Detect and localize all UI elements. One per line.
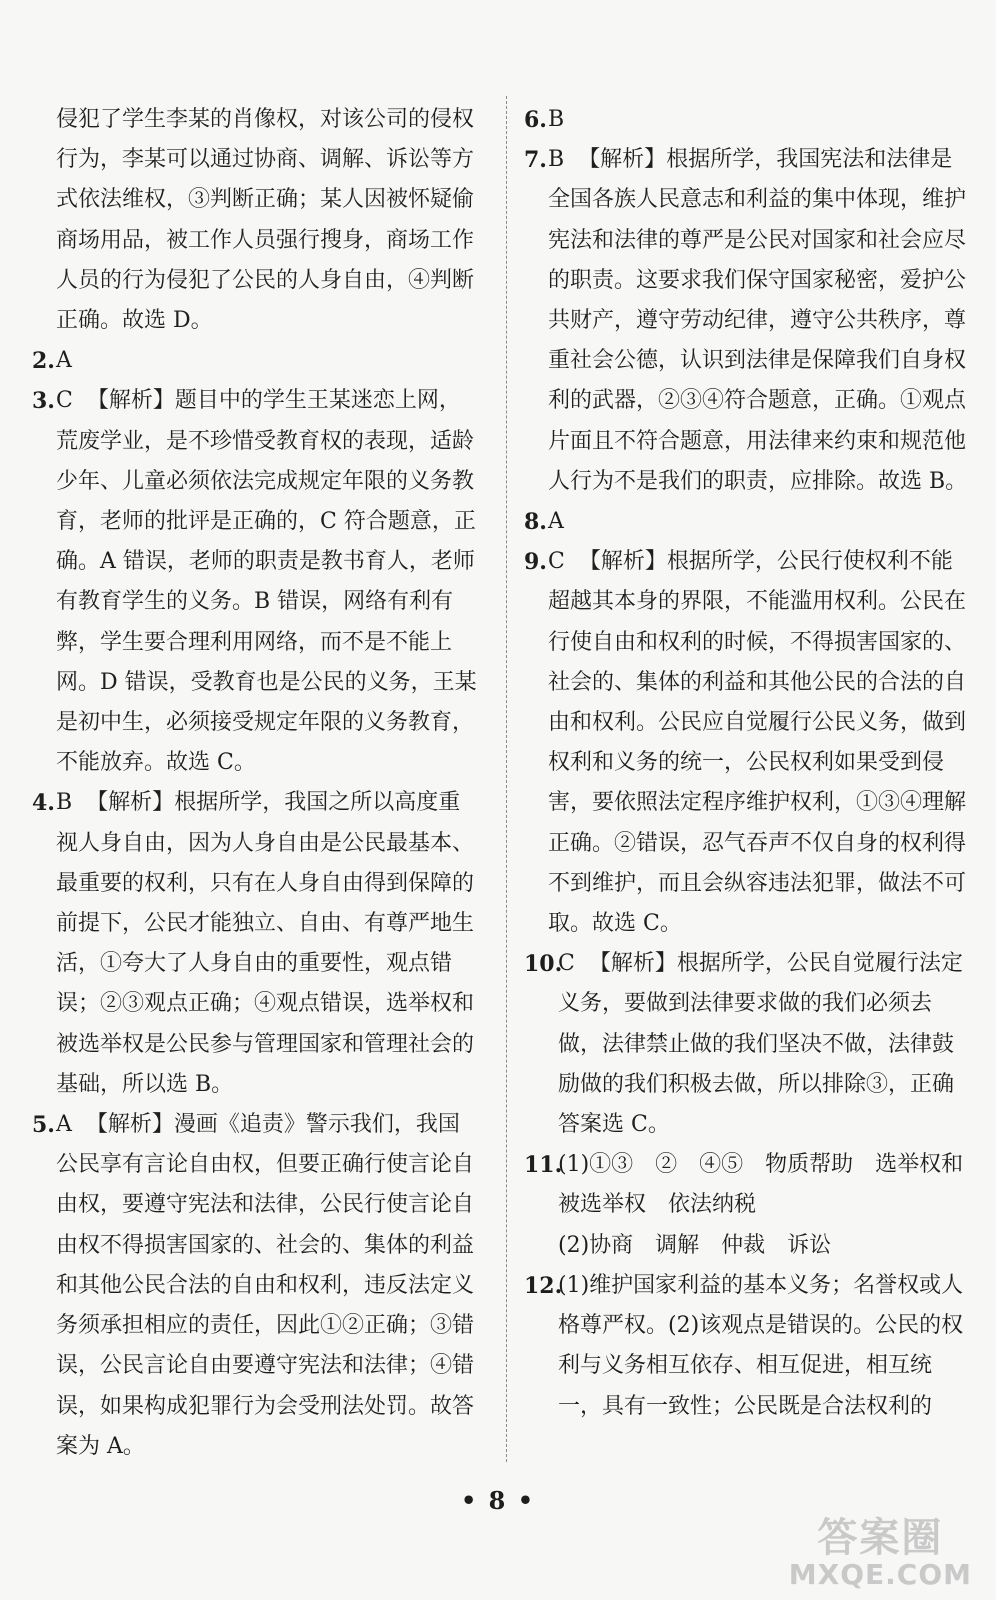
answer-item-8 [524,502,974,542]
analysis-tag: 【解析】 [86,388,175,414]
analysis-tag: 【解析】 [578,147,667,173]
answer-item-10 [524,944,974,1145]
analysis-text: 根据所学，我国宪法和法律是全国各族人民意志和利益的集中体现，维护宪法和法律的尊严是公民对国家和社会应尽的职责。这要求我们保守国家秘密，爱护公共财产，遵守劳动纪律，遵守公共秩序，尊重社会公德，认识到法律是保障我们自身权利的武器，②③④符合题意，正确。①观点片面且不符合题意，用法律来约束和规范他人行为不是我们的职责，应排除。故选 B。 [548,147,968,494]
analysis-tag: 【解析】 [578,549,667,575]
answer-item-11 [524,1145,974,1266]
item-answer: C [56,388,73,414]
watermark [789,1516,972,1590]
analysis-text: 根据所学，公民自觉履行法定义务，要做到法律要求做的我们必须去做，法律禁止做的我们坚决不做，法律鼓励做的我们积极去做，所以排除③，正确答案选 C。 [558,951,963,1138]
item-answer: B [548,107,565,132]
analysis-text: 根据所学，我国之所以高度重视人身自由，因为人身自由是公民最基本、最重要的权利，只有在人身自由得到保障的前提下，公民才能独立、自由、有尊严地生活，①夸大了人身自由的重要性，观点错误；②③观点正确；④观点错误，选举权和被选举权是公民参与管理国家和管理社会的基础，所以选 B。 [56,790,475,1097]
item-number: 5. [32,1112,55,1139]
analysis-tag: 【解析】 [86,790,175,816]
item-number: 3. [32,388,55,415]
item-answer: B [56,790,73,816]
q11-part-2: (2)协商 调解 仲裁 诉讼 [558,1232,832,1258]
analysis-text: 漫画《追责》警示我们，我国公民享有言论自由权，但要正确行使言论自由权，要遵守宪法和法律，公民行使言论自由权不得损害国家的、社会的、集体的利益和其他公民合法的自由和权利，违反法定义务须承担相应的责任，因此①②正确；③错误，公民言论自由要遵守宪法和法律；④错误，如果构成犯罪行为会受刑法处罚。故答案为 A。 [56,1112,475,1459]
item-number: 7. [524,147,547,174]
item-number: 4. [32,790,55,817]
q11-part-1: (1)①③ ② ④⑤ 物质帮助 选举权和被选举权 依法纳税 [558,1152,964,1218]
item-answer: C [558,951,575,977]
answer-item-2 [32,341,480,381]
analysis-text: 根据所学，公民行使权利不能超越其本身的界限，不能滥用权利。公民在行使自由和权利的时候，不得损害国家的、社会的、集体的利益和其他公民的合法的自由和权利。公民应自觉履行公民义务，做到权利和义务的统一，公民权利如果受到侵害，要依照法定程序维护权利，①③④理解正确。②错误，忍气吞声不仅自身的权利得不到维护，而且会纵容违法犯罪，做法不可取。故选 C。 [548,549,967,937]
answer-item-5 [32,1105,480,1467]
analysis-tag: 【解析】 [85,1112,174,1138]
page-number: • 8 • [460,1486,536,1515]
q12-text: (1)维护国家利益的基本义务；名誉权或人格尊严权。(2)该观点是错误的。公民的权利与义务相互依存、相互促进，相互统一，具有一致性；公民既是合法权利的 [558,1272,964,1419]
item-number: 2. [32,348,55,375]
answer-item-7 [524,140,974,502]
item-number: 11. [524,1152,563,1179]
analysis-tag: 【解析】 [588,951,677,977]
watermark-url: MXQE.COM [788,1558,972,1591]
analysis-text: 题目中的学生王某迷恋上网，荒废学业，是不珍惜受教育权的表现，适龄少年、儿童必须依法完成规定年限的义务教育，老师的批评是正确的，C 符合题意，正确。A 错误，老师的职责是教书育人，老师有教育学生的义务。B 错误，网络有利有弊，学生要合理利用网络，而不是不能上网。D 错误，受教育也是公民的义务，王某是初中生，必须接受规定年限的义务教育，不能放弃。故选 C。 [56,388,477,776]
item-answer: A [56,1112,72,1138]
item-number: 10. [524,951,563,978]
item-answer: A [56,348,72,374]
item-number: 8. [524,509,547,536]
left-column [32,100,480,1467]
continuation-text: 侵犯了学生李某的肖像权，对该公司的侵权行为，李某可以通过协商、调解、诉讼等方式依法维权，③判断正确；某人因被怀疑偷商场用品，被工作人员强行搜身，商场工作人员的行为侵犯了公民的人身自由，④判断正确。故选 D。 [56,107,475,334]
item-answer: A [548,509,564,535]
answer-item-9 [524,542,974,944]
answer-item-6 [524,100,974,140]
item-number: 12. [524,1272,563,1299]
item-number: 9. [524,549,547,576]
item-answer: C [548,549,565,575]
watermark-logo: 答案圈 [817,1515,944,1561]
item-number: 6. [524,107,547,133]
right-column [524,100,974,1427]
answer-item-12 [524,1266,974,1427]
answer-item-3 [32,381,480,783]
item-answer: B [548,147,565,173]
column-divider [506,96,507,1462]
answer-item-4 [32,783,480,1105]
